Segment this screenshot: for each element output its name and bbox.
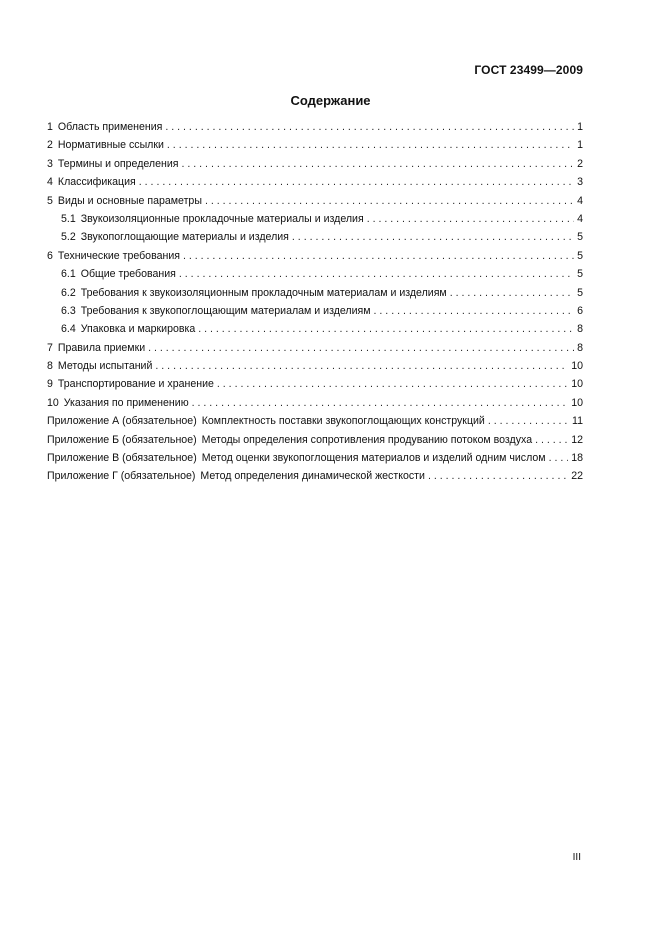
- toc-entry-number: 5.1: [61, 212, 76, 225]
- toc-leader-dots: [179, 268, 574, 280]
- toc-entry-number: 5: [47, 194, 53, 207]
- toc-entry-number: 2: [47, 139, 53, 152]
- toc-entry-title: Правила приемки: [57, 341, 146, 354]
- toc-entry-title: Комплектность поставки звукопоглощающих конструкций: [201, 415, 485, 428]
- toc-entry[interactable]: [47, 250, 583, 268]
- toc-entry-title: Упаковка и маркировка: [80, 323, 196, 336]
- toc-entry-number: 6: [47, 249, 53, 262]
- toc-entry-number: 6.1: [61, 268, 76, 281]
- toc-leader-dots: [488, 415, 569, 427]
- toc-entry-title: Область применения: [57, 121, 163, 133]
- toc-leader-dots: [182, 158, 575, 170]
- toc-entry[interactable]: [47, 305, 583, 323]
- toc-entry[interactable]: [47, 176, 583, 194]
- toc-entry-page: 1: [577, 139, 583, 152]
- toc-entry-title: Указания по применению: [63, 396, 189, 409]
- toc-entry-number: 4: [47, 176, 53, 189]
- toc-entry-title: Методы определения сопротивления продуванию потоком воздуха: [201, 433, 533, 446]
- toc-leader-dots: [167, 139, 574, 151]
- toc-entry[interactable]: [47, 342, 583, 360]
- toc-entry[interactable]: [47, 378, 583, 396]
- toc-entry[interactable]: [47, 415, 583, 433]
- toc-entry-number: Приложение В (обязательное): [47, 452, 197, 465]
- toc-entry-number: 9: [47, 378, 53, 391]
- toc-entry-page: 12: [571, 433, 583, 446]
- toc-entry-page: 22: [571, 470, 583, 483]
- toc-entry[interactable]: [47, 287, 583, 305]
- toc-entry-page: 6: [577, 304, 583, 317]
- toc-entry-title: Технические требования: [57, 249, 180, 262]
- toc-leader-dots: [139, 176, 574, 188]
- toc-entry-title: Звукоизоляционные прокладочные материалы и изделия: [80, 212, 364, 225]
- toc-leader-dots: [183, 250, 574, 262]
- toc-entry-number: Приложение Г (обязательное): [47, 470, 196, 483]
- toc-leader-dots: [428, 470, 568, 482]
- toc-entry-page: 8: [577, 323, 583, 336]
- toc-entry-title: Нормативные ссылки: [57, 139, 164, 152]
- toc-leader-dots: [450, 287, 574, 299]
- toc-entry-page: 3: [577, 176, 583, 189]
- toc-entry-number: 8: [47, 360, 53, 373]
- toc-entry-title: Звукопоглощающие материалы и изделия: [80, 231, 289, 244]
- toc-entry-page: 8: [577, 341, 583, 354]
- toc-entry-number: 6.2: [61, 286, 76, 299]
- table-of-contents: [47, 121, 583, 489]
- toc-entry-page: 1: [577, 121, 583, 133]
- toc-leader-dots: [198, 323, 574, 335]
- toc-entry[interactable]: [47, 139, 583, 157]
- toc-entry-number: 10: [47, 396, 59, 409]
- toc-leader-dots: [165, 121, 574, 133]
- toc-entry-page: 4: [577, 194, 583, 207]
- toc-leader-dots: [205, 195, 574, 207]
- toc-leader-dots: [535, 434, 568, 446]
- toc-entry-number: 1: [47, 121, 53, 133]
- toc-title: Содержание: [290, 93, 371, 108]
- toc-entry-page: 2: [577, 157, 583, 170]
- toc-entry-page: 10: [571, 396, 583, 409]
- toc-entry-number: 6.3: [61, 304, 76, 317]
- toc-entry[interactable]: [47, 434, 583, 452]
- toc-entry-page: 5: [577, 249, 583, 262]
- toc-entry[interactable]: [47, 470, 583, 488]
- toc-entry-page: 5: [577, 231, 583, 244]
- toc-entry-page: 5: [577, 286, 583, 299]
- toc-entry-title: Метод определения динамической жесткости: [200, 470, 425, 483]
- toc-entry[interactable]: [47, 231, 583, 249]
- toc-leader-dots: [367, 213, 574, 225]
- toc-entry[interactable]: [47, 158, 583, 176]
- toc-entry-number: 7: [47, 341, 53, 354]
- toc-entry-title: Транспортирование и хранение: [57, 378, 214, 391]
- toc-entry-number: Приложение А (обязательное): [47, 415, 197, 428]
- toc-leader-dots: [148, 342, 574, 354]
- toc-entry-page: 10: [571, 360, 583, 373]
- toc-entry[interactable]: [47, 195, 583, 213]
- toc-entry-title: Требования к звукоизоляционным прокладочным материалам и изделиям: [80, 286, 447, 299]
- toc-entry-title: Метод оценки звукопоглощения материалов и изделий одним числом: [201, 452, 546, 465]
- toc-entry-title: Требования к звукопоглощающим материалам и изделиям: [80, 304, 371, 317]
- toc-entry[interactable]: [47, 452, 583, 470]
- toc-leader-dots: [192, 397, 569, 409]
- toc-entry-title: Термины и определения: [57, 157, 179, 170]
- toc-entry-number: 3: [47, 157, 53, 170]
- toc-entry-title: Виды и основные параметры: [57, 194, 202, 207]
- toc-entry[interactable]: [47, 323, 583, 341]
- standard-number: ГОСТ 23499—2009: [474, 63, 583, 77]
- toc-entry-number: Приложение Б (обязательное): [47, 433, 197, 446]
- toc-leader-dots: [549, 452, 569, 464]
- toc-leader-dots: [155, 360, 568, 372]
- toc-entry[interactable]: [47, 360, 583, 378]
- toc-entry-title: Общие требования: [80, 268, 176, 281]
- toc-leader-dots: [292, 231, 574, 243]
- toc-entry-number: 6.4: [61, 323, 76, 336]
- toc-entry-title: Классификация: [57, 176, 136, 189]
- toc-entry-page: 18: [571, 452, 583, 465]
- toc-leader-dots: [217, 378, 568, 390]
- toc-entry-page: 4: [577, 212, 583, 225]
- toc-entry-page: 11: [572, 415, 583, 428]
- page-number: III: [572, 852, 581, 863]
- toc-entry-number: 5.2: [61, 231, 76, 244]
- toc-entry-page: 10: [571, 378, 583, 391]
- toc-entry-page: 5: [577, 268, 583, 281]
- toc-entry[interactable]: [47, 268, 583, 286]
- toc-entry-title: Методы испытаний: [57, 360, 153, 373]
- toc-leader-dots: [374, 305, 575, 317]
- toc-entry[interactable]: [47, 213, 583, 231]
- toc-entry[interactable]: [47, 397, 583, 415]
- toc-entry[interactable]: [47, 121, 583, 139]
